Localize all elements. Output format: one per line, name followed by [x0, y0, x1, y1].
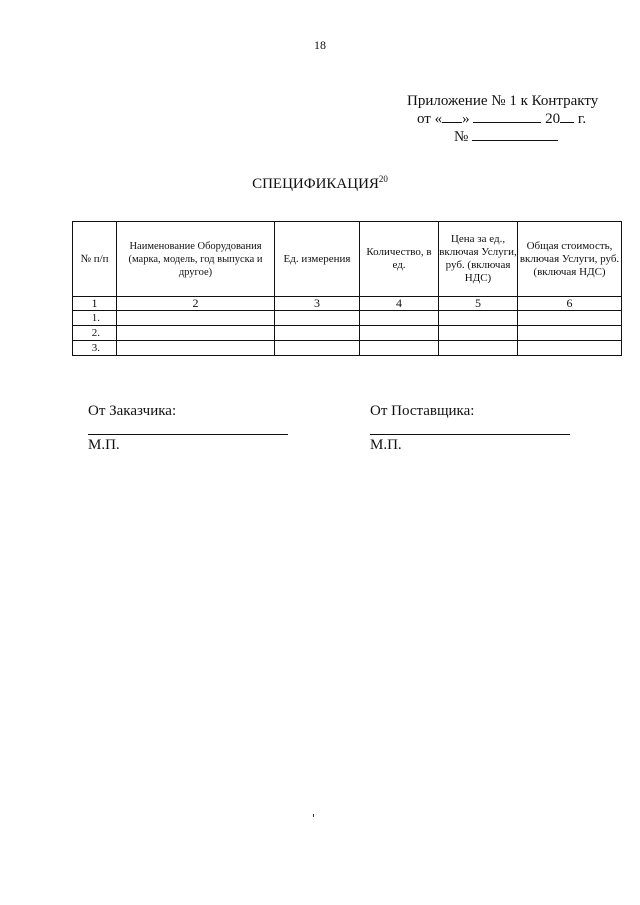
table-cell	[518, 326, 622, 341]
table-cell	[518, 311, 622, 326]
column-number: 6	[518, 297, 622, 311]
title-text: СПЕЦИФИКАЦИЯ	[252, 176, 379, 192]
header-total-cost: Общая стоимость, включая Услуги, руб. (включая НДС)	[518, 222, 622, 297]
header-unit-price: Цена за ед., включая Услуги, руб. (включая НДС)	[439, 222, 518, 297]
row-number: 1.	[73, 311, 117, 326]
table-cell	[439, 326, 518, 341]
table-header-row	[73, 222, 622, 297]
year-suffix: г.	[577, 111, 587, 127]
table-cell	[360, 311, 439, 326]
appendix-reference	[392, 92, 620, 146]
supplier-seal-mark: М.П.	[370, 437, 402, 453]
column-number-row	[73, 297, 622, 311]
appendix-date-line	[392, 110, 620, 128]
row-number: 2.	[73, 326, 117, 341]
appendix-title: Приложение № 1 к Контракту	[407, 93, 599, 109]
column-number: 1	[73, 297, 117, 311]
number-sign: №	[454, 129, 469, 145]
table-cell	[117, 311, 275, 326]
header-unit: Ед. измерения	[275, 222, 360, 297]
customer-signature-line	[88, 424, 288, 435]
column-number: 4	[360, 297, 439, 311]
day-blank	[442, 110, 462, 123]
row-number: 3.	[73, 341, 117, 356]
table-row	[73, 311, 622, 326]
header-quantity: Количество, в ед.	[360, 222, 439, 297]
table-row	[73, 341, 622, 356]
appendix-number-line	[392, 128, 620, 146]
table-cell	[439, 311, 518, 326]
table-row	[73, 326, 622, 341]
table-cell	[439, 341, 518, 356]
column-number: 5	[439, 297, 518, 311]
supplier-signature-block	[370, 402, 570, 454]
supplier-signature-line	[370, 424, 570, 435]
header-index: № п/п	[73, 222, 117, 297]
title-footnote: 20	[378, 174, 388, 184]
table-cell	[360, 341, 439, 356]
table-cell	[360, 326, 439, 341]
customer-seal-mark: М.П.	[88, 437, 120, 453]
year-prefix: 20	[545, 111, 561, 127]
scan-artifact-mark	[313, 814, 314, 817]
document-title	[0, 174, 640, 193]
table-cell	[518, 341, 622, 356]
year-blank	[560, 110, 574, 123]
specification-table	[72, 221, 622, 356]
header-equipment-name: Наименование Оборудования (марка, модель, год выпуска и другое)	[117, 222, 275, 297]
customer-label: От Заказчика:	[88, 403, 177, 419]
table-cell	[117, 341, 275, 356]
customer-signature-block	[88, 402, 288, 454]
date-prefix: от «	[417, 111, 443, 127]
table-cell	[275, 341, 360, 356]
date-quote-close: »	[462, 111, 470, 127]
table-cell	[117, 326, 275, 341]
month-blank	[473, 110, 541, 123]
table-cell	[275, 326, 360, 341]
table-cell	[275, 311, 360, 326]
number-blank	[472, 128, 558, 141]
supplier-label: От Поставщика:	[370, 403, 475, 419]
page-number: 18	[314, 38, 326, 52]
column-number: 2	[117, 297, 275, 311]
column-number: 3	[275, 297, 360, 311]
